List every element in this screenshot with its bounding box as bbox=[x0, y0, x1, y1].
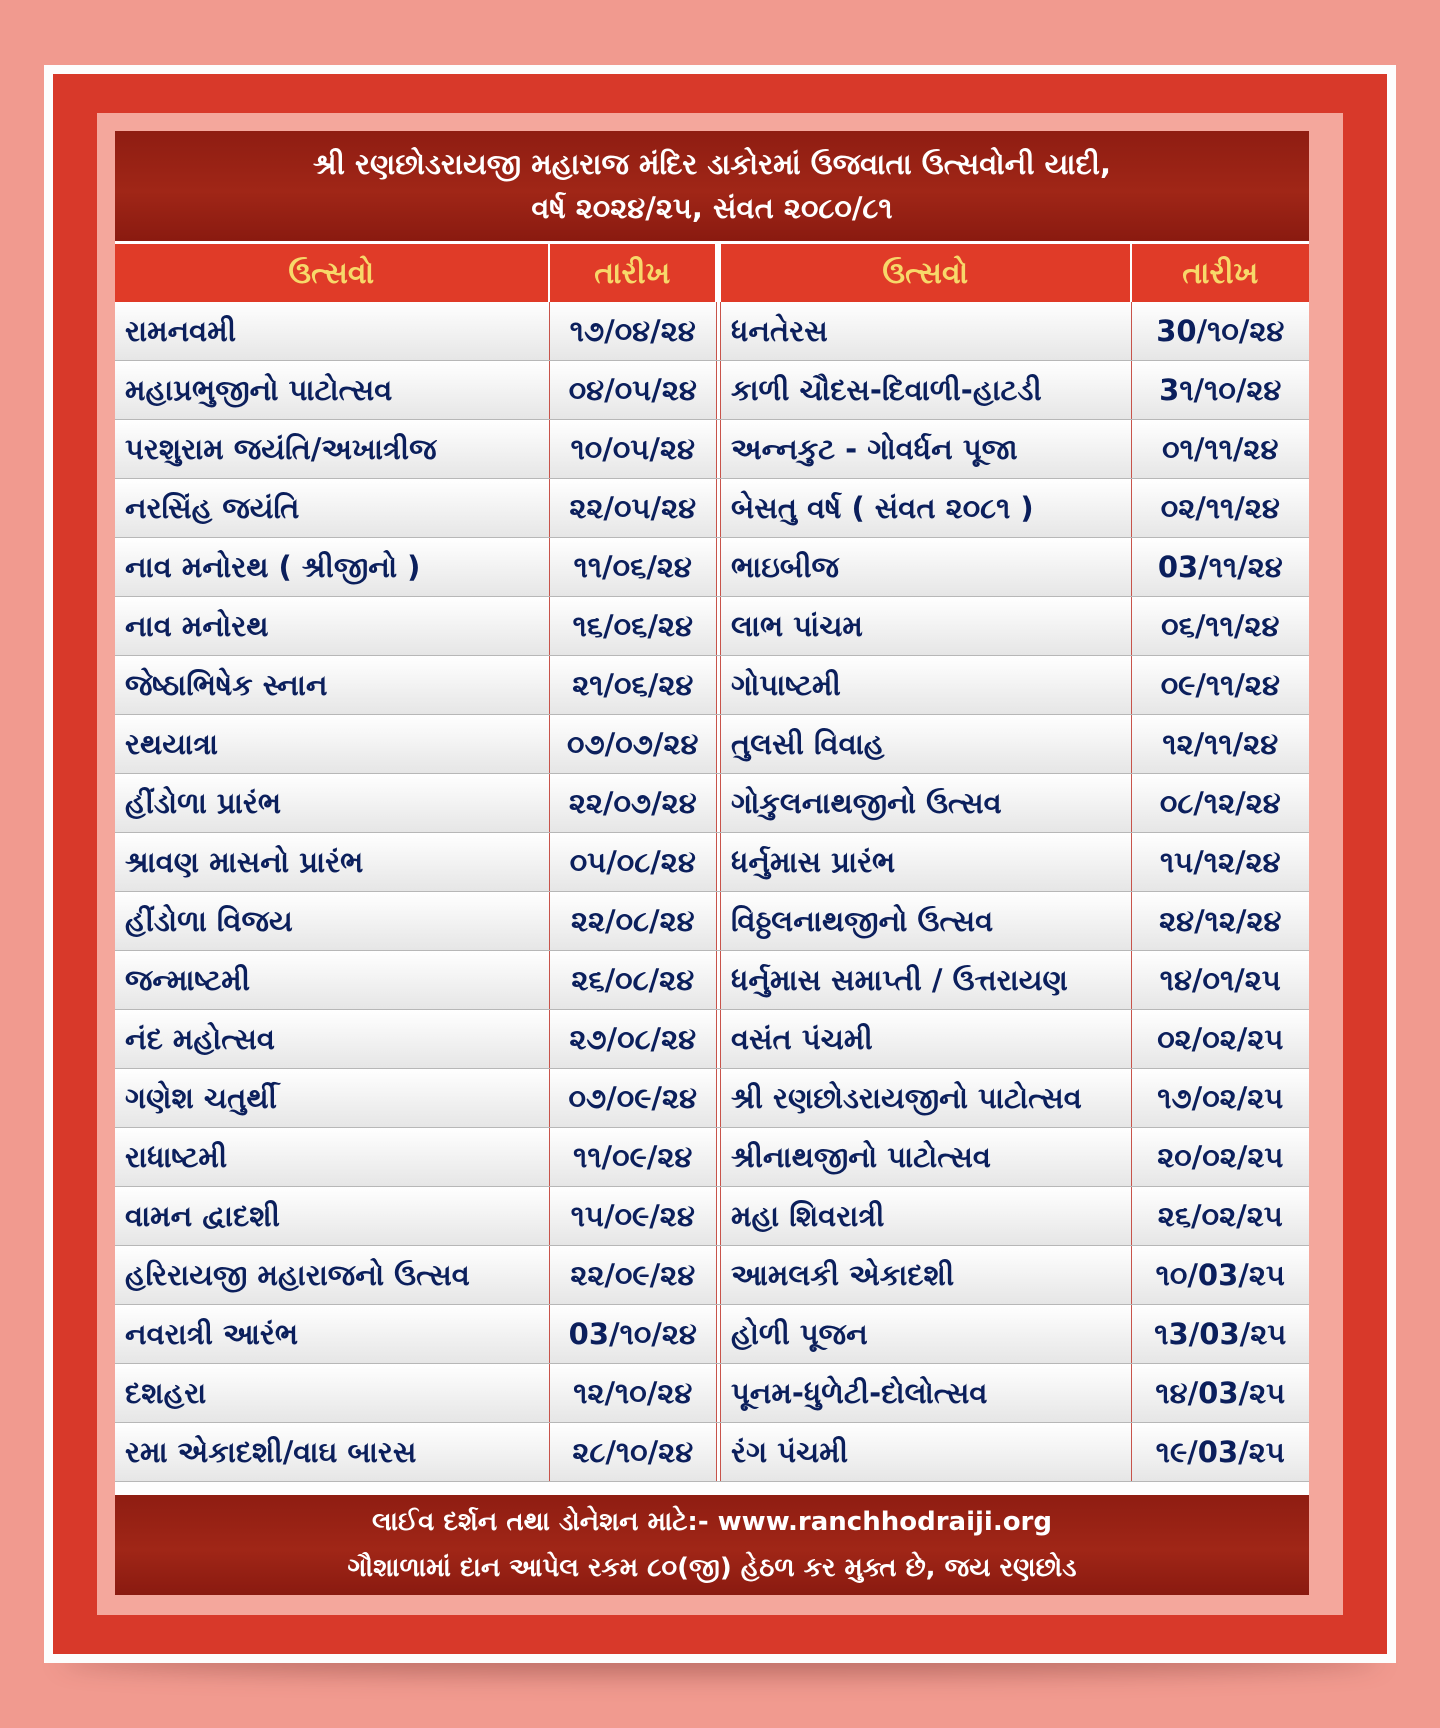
festival-name-left: નરસિંહ જયંતિ bbox=[115, 479, 550, 537]
table-row bbox=[115, 1423, 1309, 1482]
column-header-date-left: તારીખ bbox=[550, 244, 717, 302]
festival-date-right: 30/૧૦/૨૪ bbox=[1156, 313, 1285, 348]
column-header-row bbox=[115, 244, 1309, 302]
festival-date-right: ૦૬/૧૧/૨૪ bbox=[1161, 608, 1280, 643]
festival-name-right: મહા શિવરાત્રી bbox=[721, 1187, 1132, 1245]
festival-date-right: ૦૮/૧૨/૨૪ bbox=[1159, 785, 1281, 820]
table-row bbox=[115, 892, 1309, 951]
footer-line-2: ગૌશાળામાં દાન આપેલ રકમ ૮૦(જી) હેઠળ કર મુક્ત છે, જય રણછોડ bbox=[347, 1553, 1077, 1583]
title-band bbox=[115, 131, 1309, 244]
festival-name-right: બેસતુ વર્ષ ( સંવત ૨૦૮૧ ) bbox=[721, 479, 1132, 537]
festival-name-left: નાવ મનોરથ ( શ્રીજીનો ) bbox=[115, 538, 550, 596]
festival-date-left: ૨૮/૧૦/૨૪ bbox=[550, 1423, 717, 1481]
festival-date-left: ૨૬/૦૮/૨૪ bbox=[550, 951, 717, 1009]
table-row bbox=[115, 1069, 1309, 1128]
table-row bbox=[115, 538, 1309, 597]
festival-name-right: ધર્નુમાસ સમાપ્તી / ઉત્તરાયણ bbox=[721, 951, 1132, 1009]
festival-date-left: ૧૬/૦૬/૨૪ bbox=[550, 597, 717, 655]
festival-date-right: ૧3/03/૨૫ bbox=[1154, 1316, 1287, 1351]
table-row bbox=[115, 1010, 1309, 1069]
table-row bbox=[115, 656, 1309, 715]
festival-name-left: રમા એકાદશી/વાઘ બારસ bbox=[115, 1423, 550, 1481]
footer-line-1: લાઈવ દર્શન તથા ડોનેશન માટે:- www.ranchhodraiji.org bbox=[372, 1507, 1052, 1537]
festival-date-left: ૦૭/૦૯/૨૪ bbox=[550, 1069, 717, 1127]
festival-name-right: આમલકી એકાદશી bbox=[721, 1246, 1132, 1304]
festival-date-left: ૨૧/૦૬/૨૪ bbox=[550, 656, 717, 714]
table-row bbox=[115, 597, 1309, 656]
festival-name-left: દશહરા bbox=[115, 1364, 550, 1422]
table-row bbox=[115, 1128, 1309, 1187]
table-row bbox=[115, 420, 1309, 479]
festival-date-left: ૧૭/૦૪/૨૪ bbox=[550, 302, 717, 360]
festival-name-right: ધનતેરસ bbox=[721, 302, 1132, 360]
festival-date-left: ૧૦/૦૫/૨૪ bbox=[550, 420, 717, 478]
title-line-1: શ્રી રણછોડરાયજી મહારાજ મંદિર ડાકોરમાં ઉજવાતા ઉત્સવોની યાદી, bbox=[313, 147, 1111, 181]
festival-name-right: ગોકુલનાથજીનો ઉત્સવ bbox=[721, 774, 1132, 832]
festival-schedule-sheet bbox=[115, 131, 1309, 1595]
festival-name-left: રાધાષ્ટમી bbox=[115, 1128, 550, 1186]
festival-date-right: ૧૪/૦૧/૨૫ bbox=[1159, 962, 1281, 997]
festival-name-left: પરશુરામ જયંતિ/અખાત્રીજ bbox=[115, 420, 550, 478]
festival-date-left: ૨૭/૦૮/૨૪ bbox=[550, 1010, 717, 1068]
festival-date-left: ૨૨/૦૮/૨૪ bbox=[550, 892, 717, 950]
festival-date-left: ૨૨/૦૫/૨૪ bbox=[550, 479, 717, 537]
festival-table-body bbox=[115, 302, 1309, 1495]
festival-name-right: શ્રી રણછોડરાયજીનો પાટોત્સવ bbox=[721, 1069, 1132, 1127]
festival-name-right: ગોપાષ્ટમી bbox=[721, 656, 1132, 714]
festival-name-left: હીંડોળા પ્રારંભ bbox=[115, 774, 550, 832]
festival-date-left: ૧૨/૧૦/૨૪ bbox=[550, 1364, 717, 1422]
festival-name-right: ધર્નુમાસ પ્રારંભ bbox=[721, 833, 1132, 891]
festival-name-right: તુલસી વિવાહ bbox=[721, 715, 1132, 773]
festival-name-left: જન્માષ્ટમી bbox=[115, 951, 550, 1009]
table-row bbox=[115, 1246, 1309, 1305]
table-row bbox=[115, 479, 1309, 538]
festival-date-right: ૨૬/૦૨/૨૫ bbox=[1157, 1198, 1283, 1233]
festival-date-right: ૨૦/૦૨/૨૫ bbox=[1157, 1139, 1284, 1174]
table-row bbox=[115, 361, 1309, 420]
festival-name-right: વસંત પંચમી bbox=[721, 1010, 1132, 1068]
festival-name-left: શ્રાવણ માસનો પ્રારંભ bbox=[115, 833, 550, 891]
festival-name-left: વામન દ્વાદશી bbox=[115, 1187, 550, 1245]
festival-date-right: ૧૯/03/૨૫ bbox=[1155, 1434, 1285, 1469]
festival-name-left: નવરાત્રી આરંભ bbox=[115, 1305, 550, 1363]
festival-date-right: ૦૨/૧૧/૨૪ bbox=[1160, 490, 1280, 525]
festival-name-left: નાવ મનોરથ bbox=[115, 597, 550, 655]
festival-date-right: ૦૯/૧૧/૨૪ bbox=[1160, 667, 1280, 702]
festival-name-right: અન્નકુટ - ગોવર્ધન પૂજા bbox=[721, 420, 1132, 478]
festival-date-left: ૦૭/૦૭/૨૪ bbox=[550, 715, 717, 773]
table-row bbox=[115, 302, 1309, 361]
table-row bbox=[115, 1305, 1309, 1364]
festival-name-left: રથયાત્રા bbox=[115, 715, 550, 773]
festival-date-right: ૧૭/૦૨/૨૫ bbox=[1157, 1080, 1284, 1115]
festival-date-right: 3૧/૧૦/૨૪ bbox=[1159, 372, 1282, 407]
festival-name-left: મહાપ્રભુજીનો પાટોત્સવ bbox=[115, 361, 550, 419]
festival-date-left: ૦૪/૦૫/૨૪ bbox=[550, 361, 717, 419]
festival-date-right: ૧૫/૧૨/૨૪ bbox=[1159, 844, 1281, 879]
festival-name-left: હીંડોળા વિજય bbox=[115, 892, 550, 950]
festival-date-left: ૦૫/૦૮/૨૪ bbox=[550, 833, 717, 891]
table-row bbox=[115, 774, 1309, 833]
festival-date-left: ૨૨/૦૯/૨૪ bbox=[550, 1246, 717, 1304]
festival-date-right: ૧૦/03/૨૫ bbox=[1155, 1257, 1285, 1292]
column-header-festival-left: ઉત્સવો bbox=[115, 244, 550, 302]
festival-name-right: રંગ પંચમી bbox=[721, 1423, 1132, 1481]
festival-name-left: ગણેશ ચતુર્થી bbox=[115, 1069, 550, 1127]
table-row bbox=[115, 715, 1309, 774]
festival-date-left: ૧૧/૦૯/૨૪ bbox=[550, 1128, 717, 1186]
festival-date-left: 03/૧૦/૨૪ bbox=[550, 1305, 717, 1363]
table-row bbox=[115, 1364, 1309, 1423]
festival-name-left: હરિરાયજી મહારાજનો ઉત્સવ bbox=[115, 1246, 550, 1304]
festival-name-left: જેષ્ઠાભિષેક સ્નાન bbox=[115, 656, 550, 714]
festival-date-left: ૧૫/૦૯/૨૪ bbox=[550, 1187, 717, 1245]
festival-date-right: ૦૨/૦૨/૨૫ bbox=[1157, 1021, 1284, 1056]
title-line-2: વર્ષ ૨૦૨૪/૨૫, સંવત ૨૦૮૦/૮૧ bbox=[531, 191, 893, 225]
footer-band bbox=[115, 1495, 1309, 1595]
festival-name-right: લાભ પાંચમ bbox=[721, 597, 1132, 655]
column-header-festival-right: ઉત્સવો bbox=[721, 244, 1132, 302]
table-row bbox=[115, 951, 1309, 1010]
festival-name-left: રામનવમી bbox=[115, 302, 550, 360]
festival-date-right: ૧૪/03/૨૫ bbox=[1155, 1375, 1286, 1410]
festival-name-left: નંદ મહોત્સવ bbox=[115, 1010, 550, 1068]
column-header-date-right: તારીખ bbox=[1132, 244, 1309, 302]
festival-date-left: ૧૧/૦૬/૨૪ bbox=[550, 538, 717, 596]
festival-name-right: ભાઇબીજ bbox=[721, 538, 1132, 596]
festival-date-right: ૨૪/૧૨/૨૪ bbox=[1159, 903, 1282, 938]
festival-name-right: વિઠ્ઠલનાથજીનો ઉત્સવ bbox=[721, 892, 1132, 950]
festival-name-right: શ્રીનાથજીનો પાટોત્સવ bbox=[721, 1128, 1132, 1186]
festival-name-right: પૂનમ-ધુળેટી-દોલોત્સવ bbox=[721, 1364, 1132, 1422]
festival-name-right: કાળી ચૌદસ-દિવાળી-હાટડી bbox=[721, 361, 1132, 419]
festival-date-right: 03/૧૧/૨૪ bbox=[1157, 549, 1283, 584]
festival-name-right: હોળી પૂજન bbox=[721, 1305, 1132, 1363]
festival-date-right: ૦૧/૧૧/૨૪ bbox=[1162, 431, 1279, 466]
festival-date-left: ૨૨/૦૭/૨૪ bbox=[550, 774, 717, 832]
festival-date-right: ૧૨/૧૧/૨૪ bbox=[1162, 726, 1279, 761]
table-row bbox=[115, 833, 1309, 892]
table-row bbox=[115, 1187, 1309, 1246]
